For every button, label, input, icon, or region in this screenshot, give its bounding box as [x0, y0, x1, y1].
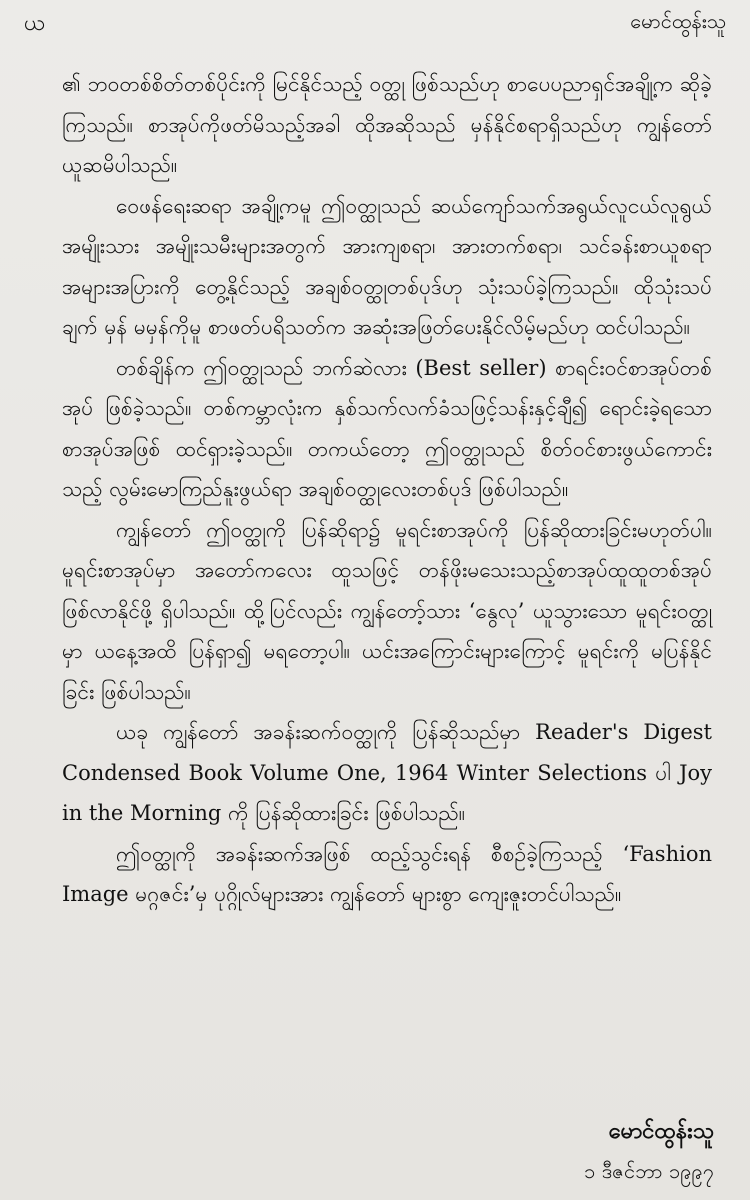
paragraph-2: ဝေဖန်ရေးဆရာ အချို့ကမူ ဤဝတ္ထုသည် ဆယ်ကျော်သက်အရွယ်လူငယ်လူရွယ် အမျိုးသား အမျိုးသမီးများအတွက် အားကျစရာ၊ အားတက်စရာ၊ သင်ခန်းစာယူစရာအများအပြားကို တွေ့နိုင်သည့် အချစ်ဝတ္ထုတစ်ပုဒ်ဟု သုံးသပ်ခဲ့ကြသည်။ ထိုသုံးသပ်ချက် မှန် မမှန်ကိုမူ စာဖတ်ပရိသတ်က အဆုံးအဖြတ်ပေးနိုင်လိမ့်မည်ဟု ထင်ပါသည်။: [62, 193, 712, 339]
paragraph-6: ဤဝတ္ထုကို အခန်းဆက်အဖြစ် ထည့်သွင်းရန် စီစဉ်ခဲ့ကြသည့် ‘Fashion Image မဂ္ဂဇင်း’မှ ပုဂ္ဂိုလ်များအား ကျွန်တော် များစွာ ကျေးဇူးတင်ပါသည်။: [62, 841, 712, 906]
paragraph-3: တစ်ချိန်က ဤဝတ္ထုသည် ဘက်ဆဲလား (Best seller) စာရင်းဝင်စာအုပ်တစ်အုပ် ဖြစ်ခဲ့သည်။ တစ်ကမ္ဘာလုံးက နှစ်သက်လက်ခံသဖြင့်သန်းနှင့်ချီ၍ ရောင်းခဲ့ရသော စာအုပ်အဖြစ် ထင်ရှားခဲ့သည်။ တကယ်တော့ ဤဝတ္ထုသည် စိတ်ဝင်စားဖွယ်ကောင်းသည့် လွမ်းမောကြည်နူးဖွယ်ရာ အချစ်ဝတ္ထုလေးတစ်ပုဒ် ဖြစ်ပါသည်။: [62, 355, 712, 501]
author-signature: မောင်ထွန်းသူ: [608, 1118, 714, 1144]
running-title: မောင်ထွန်းသူ: [630, 9, 726, 33]
paragraph-5: ယခု ကျွန်တော် အခန်းဆက်ဝတ္ထုကို ပြန်ဆိုသည်မှာ Reader's Digest Condensed Book Volume One, 1964 Winter Selections ပါ Joy in the Morning ကို ပြန်ဆိုထားခြင်း ဖြစ်ပါသည်။: [62, 720, 712, 825]
page-header: [24, 8, 726, 44]
paragraph-4: ကျွန်တော် ဤဝတ္ထုကို ပြန်ဆိုရာ၌ မူရင်းစာအုပ်ကို ပြန်ဆိုထားခြင်းမဟုတ်ပါ။ မူရင်းစာအုပ်မှာ အတော်ကလေး ထူသဖြင့် တန်ဖိုးမသေးသည့်စာအုပ်ထူထူတစ်အုပ် ဖြစ်လာနိုင်ဖို့ ရှိပါသည်။ ထို့ပြင်လည်း ကျွန်တော့်သား ‘နွေလု’ ယူသွားသော မူရင်းဝတ္ထုမှာ ယနေ့အထိ ပြန်ရှာ၍ မရတော့ပါ။ ယင်းအကြောင်းများကြောင့် မူရင်းကို မပြန်နိုင်ခြင်း ဖြစ်ပါသည်။: [62, 517, 712, 704]
signature-date: ၁ ဒီဇင်ဘာ ၁၉၉၇: [584, 1159, 714, 1183]
body-text: [62, 64, 712, 915]
page-number: ယ: [24, 11, 46, 36]
paragraph-1: ၏ ဘဝတစ်စိတ်တစ်ပိုင်းကို မြင်နိုင်သည့် ဝတ္ထု ဖြစ်သည်ဟု စာပေပညာရှင်အချို့က ဆိုခဲ့ကြသည်။ စာအုပ်ကိုဖတ်မိသည့်အခါ ထိုအဆိုသည် မှန်နိုင်စရာရှိသည်ဟု ကျွန်တော် ယူဆမိပါသည်။: [62, 72, 712, 177]
